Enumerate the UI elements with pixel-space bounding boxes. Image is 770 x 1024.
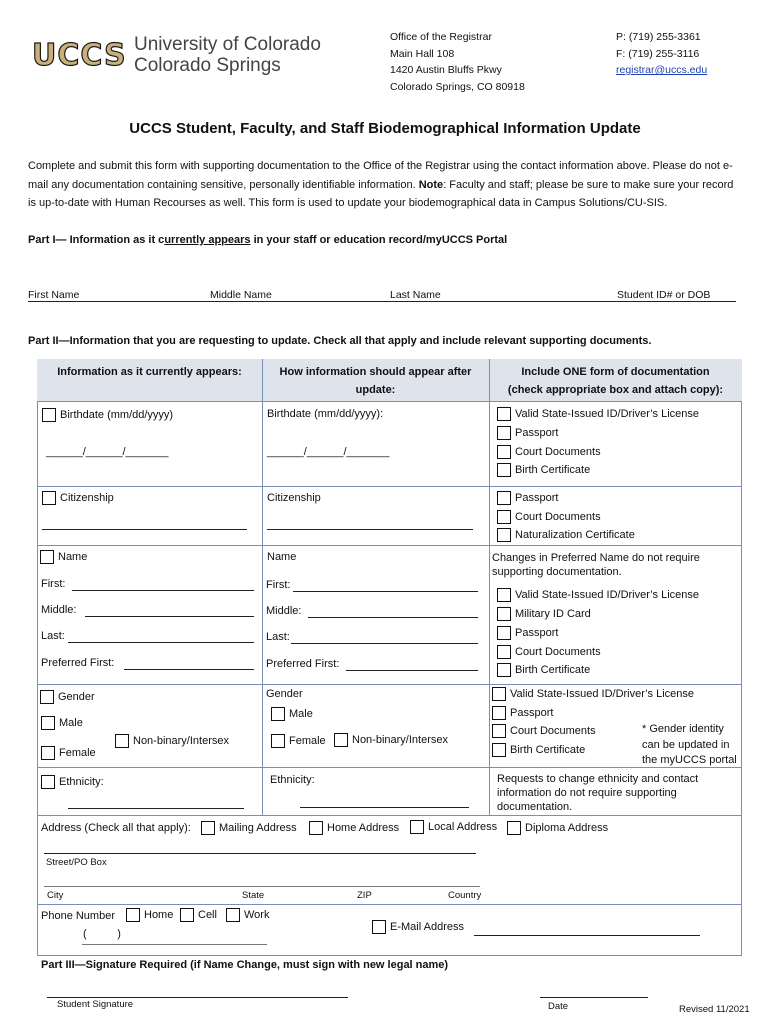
email-option[interactable] (372, 920, 464, 934)
office-line: Office of the Registrar (390, 31, 492, 43)
female-label: Female (289, 735, 326, 747)
ethnicity-note: Requests to change ethnicity and contact information do not require supporting documentation. (497, 773, 699, 813)
col-updated-line1: How information should appear after (279, 366, 472, 378)
part1-suffix: in your staff or education record/myUCCS Portal (250, 234, 508, 246)
gender-new-label: Gender (266, 688, 303, 700)
part1-heading (28, 234, 507, 246)
address-option[interactable] (410, 820, 497, 834)
birthdate-new-label: Birthdate (mm/dd/yyyy): (267, 408, 384, 420)
phone-option[interactable] (180, 908, 217, 922)
doc-checkbox[interactable] (497, 407, 511, 421)
doc-label: Passport (510, 707, 554, 719)
nonbinary-checkbox[interactable] (334, 733, 348, 747)
gender-new-nonbinary-option[interactable] (334, 733, 448, 747)
email-link[interactable]: registrar@uccs.edu (616, 64, 708, 76)
doc-checkbox[interactable] (492, 687, 506, 701)
doc-option[interactable] (497, 426, 558, 440)
address-checkbox[interactable] (309, 821, 323, 835)
address-checkbox[interactable] (201, 821, 215, 835)
citizenship-row-current (42, 491, 114, 505)
ethnicity-new-field[interactable] (300, 807, 469, 808)
street-label: Street/PO Box (46, 857, 107, 868)
doc-checkbox[interactable] (492, 724, 506, 738)
university-name-line2: Colorado Springs (134, 55, 281, 76)
intro-paragraph (28, 157, 740, 213)
birthdate-current-blank[interactable]: ______/______/_______ (46, 446, 169, 458)
doc-checkbox[interactable] (497, 663, 511, 677)
name-row-current (40, 550, 87, 564)
name-new-middle-field[interactable] (308, 617, 478, 618)
doc-option[interactable] (497, 445, 601, 459)
address-option[interactable] (507, 821, 608, 835)
doc-option[interactable] (497, 407, 699, 421)
name-new-first-field[interactable] (293, 591, 478, 592)
citizenship-current-field[interactable] (42, 529, 247, 530)
male-label: Male (59, 717, 83, 729)
name-middle-field[interactable] (85, 616, 254, 617)
birthdate-new-blank[interactable]: ______/______/_______ (267, 446, 390, 458)
name-new-preferred-field[interactable] (346, 670, 478, 671)
name-new-first-label: First: (266, 579, 291, 591)
name-label: Name (58, 551, 88, 563)
office-line: Main Hall 108 (390, 47, 455, 60)
name-last-label: Last: (41, 630, 65, 642)
doc-label: Valid State-Issued ID/Driver’s License (515, 589, 700, 601)
citizenship-label: Citizenship (60, 492, 114, 504)
doc-label: Valid State-Issued ID/Driver’s License (510, 688, 695, 700)
doc-checkbox[interactable] (497, 645, 511, 659)
address-option-label: Local Address (428, 821, 498, 833)
doc-option[interactable] (497, 463, 590, 477)
col-docs (489, 363, 742, 399)
doc-checkbox[interactable] (497, 626, 511, 640)
doc-checkbox[interactable] (497, 607, 511, 621)
part3-heading: Part III—Signature Required (if Name Change, must sign with new legal name) (41, 959, 449, 971)
doc-checkbox[interactable] (497, 528, 511, 542)
gender-identity-note: * Gender identity can be updated in the myUCCS portal (642, 723, 737, 766)
col-updated-line2: update: (355, 384, 396, 396)
doc-checkbox[interactable] (497, 445, 511, 459)
street-field[interactable] (44, 853, 476, 854)
birthdate-checkbox[interactable] (42, 408, 56, 422)
doc-option[interactable] (497, 645, 601, 659)
male-checkbox[interactable] (271, 707, 285, 721)
name-new-middle-label: Middle: (266, 605, 302, 617)
intro-text-2: : Faculty and staff; please be sure to make sure your record is up-to-date with Human Recourses as well. This form is used to update your biodemographical data in Campus Solutions/CU-SIS. (28, 178, 734, 209)
name-new-last-field[interactable] (291, 643, 478, 644)
doc-option[interactable] (497, 491, 558, 505)
address-label: Address (Check all that apply): (41, 822, 191, 834)
zip-label: ZIP (357, 890, 372, 901)
doc-label: Military ID Card (515, 608, 591, 620)
doc-option[interactable] (492, 743, 585, 757)
phone-option-label: Cell (198, 909, 217, 921)
note-label: Note (418, 178, 444, 191)
intro-text: Complete and submit this form with supporting documentation to the Office of the Registrar using the contact information above. Please do not e-mail any documentation containing sensitive, personally identifiable information. (28, 160, 733, 191)
address-option-label: Diploma Address (525, 822, 609, 834)
ethnicity-new-label: Ethnicity: (270, 774, 315, 786)
state-label: State (242, 890, 265, 901)
female-checkbox[interactable] (41, 746, 55, 760)
doc-option[interactable] (492, 706, 553, 720)
student-id-label: Student ID# or DOB (617, 289, 711, 301)
citizenship-new-label: Citizenship (267, 492, 321, 504)
form-title: UCCS Student, Faculty, and Staff Biodemographical Information Update (129, 120, 641, 137)
phone-number: P: (719) 255-3361 (616, 31, 701, 43)
gender-row-current (40, 690, 95, 704)
col-current: Information as it currently appears: (57, 366, 242, 378)
office-address (390, 29, 525, 95)
university-name-line1: University of Colorado (134, 34, 321, 55)
doc-option[interactable] (492, 724, 596, 738)
middle-name-label: Middle Name (210, 289, 272, 301)
phone-option-label: Home (144, 909, 174, 921)
doc-label: Birth Certificate (515, 464, 591, 476)
doc-label: Valid State-Issued ID/Driver’s License (515, 408, 700, 420)
ethnicity-row-current (41, 775, 104, 789)
address-option[interactable] (309, 821, 399, 835)
part1-prefix: Part I— Information as it c (28, 234, 165, 246)
address-option-label: Home Address (327, 822, 400, 834)
nonbinary-checkbox[interactable] (115, 734, 129, 748)
phone-field[interactable] (82, 944, 267, 945)
part1-underline[interactable] (28, 301, 736, 302)
ethnicity-checkbox[interactable] (41, 775, 55, 789)
name-new-preferred-label: Preferred First: (266, 658, 340, 670)
column-divider (262, 359, 263, 815)
university-name (134, 34, 321, 76)
signature-line[interactable] (47, 997, 348, 998)
name-first-field[interactable] (72, 590, 254, 591)
last-name-label: Last Name (390, 289, 441, 301)
name-checkbox[interactable] (40, 550, 54, 564)
doc-option[interactable] (497, 663, 590, 677)
gender-nonbinary-option[interactable] (115, 734, 229, 748)
uccs-logo-mark: UCCS (32, 38, 127, 73)
gender-label: Gender (58, 691, 95, 703)
doc-option[interactable] (497, 528, 635, 542)
doc-label: Court Documents (515, 511, 601, 523)
doc-checkbox[interactable] (492, 706, 506, 720)
date-label: Date (548, 1001, 569, 1012)
female-checkbox[interactable] (271, 734, 285, 748)
row-divider (37, 904, 742, 905)
doc-option[interactable] (497, 588, 699, 602)
part2-heading: Part II—Information that you are requesting to update. Check all that apply and include relevant supporting documents. (28, 335, 652, 347)
address-option[interactable] (201, 821, 297, 835)
citizenship-new-field[interactable] (267, 529, 473, 530)
first-name-label: First Name (28, 289, 80, 301)
doc-option[interactable] (497, 607, 591, 621)
address-checkbox[interactable] (410, 820, 424, 834)
row-divider (37, 815, 742, 816)
doc-label: Court Documents (515, 646, 601, 658)
city-field[interactable] (44, 886, 480, 887)
gender-male-option[interactable] (41, 716, 83, 730)
address-checkbox[interactable] (507, 821, 521, 835)
doc-checkbox[interactable] (497, 588, 511, 602)
phone-option[interactable] (226, 908, 269, 922)
name-preferred-field[interactable] (124, 669, 254, 670)
gender-new-male-option[interactable] (271, 707, 313, 721)
doc-checkbox[interactable] (497, 510, 511, 524)
nonbinary-label: Non-binary/Intersex (133, 735, 229, 747)
address-option-label: Mailing Address (219, 822, 297, 834)
doc-label: Passport (515, 627, 559, 639)
phone-area-code[interactable]: ( ) (83, 928, 121, 940)
male-label: Male (289, 708, 313, 720)
row-divider (37, 545, 742, 546)
citizenship-checkbox[interactable] (42, 491, 56, 505)
phone-checkbox[interactable] (180, 908, 194, 922)
male-checkbox[interactable] (41, 716, 55, 730)
birthdate-row-current (42, 408, 173, 422)
col-docs-line2: (check appropriate box and attach copy): (507, 384, 724, 396)
doc-checkbox[interactable] (497, 491, 511, 505)
name-middle-label: Middle: (41, 604, 77, 616)
name-new-label: Name (267, 551, 297, 563)
doc-option[interactable] (497, 626, 558, 640)
email-label: E-Mail Address (390, 921, 464, 933)
doc-label: Court Documents (510, 725, 596, 737)
doc-label: Passport (515, 427, 559, 439)
col-docs-line1: Include ONE form of documentation (521, 366, 710, 378)
fax-number: F: (719) 255-3116 (616, 47, 700, 60)
birthdate-label: Birthdate (mm/dd/yyyy) (60, 409, 174, 421)
office-line: Colorado Springs, CO 80918 (390, 80, 525, 93)
gender-female-option[interactable] (41, 746, 96, 760)
doc-label: Birth Certificate (510, 744, 586, 756)
doc-label: Naturalization Certificate (515, 529, 635, 541)
signature-label: Student Signature (57, 999, 134, 1010)
part1-underlined: urrently appears (164, 234, 251, 246)
female-label: Female (59, 747, 96, 759)
email-field[interactable] (474, 935, 700, 936)
date-line[interactable] (540, 997, 648, 998)
doc-option[interactable] (497, 510, 601, 524)
revision-label: Revised 11/2021 (679, 1004, 750, 1015)
preferred-name-note: Changes in Preferred Name do not require supporting documentation. (492, 552, 700, 578)
name-last-field[interactable] (68, 642, 254, 643)
ethnicity-current-field[interactable] (68, 808, 244, 809)
phone-checkbox[interactable] (126, 908, 140, 922)
phone-label: Phone Number (41, 910, 115, 922)
row-divider (37, 684, 742, 685)
doc-option[interactable] (492, 687, 694, 701)
office-line: 1420 Austin Bluffs Pkwy (390, 64, 502, 76)
row-divider (37, 486, 742, 487)
column-divider (489, 359, 490, 815)
gender-new-female-option[interactable] (271, 734, 326, 748)
name-first-label: First: (41, 578, 66, 590)
phone-option[interactable] (126, 908, 173, 922)
doc-checkbox[interactable] (497, 463, 511, 477)
doc-checkbox[interactable] (497, 426, 511, 440)
phone-option-label: Work (244, 909, 270, 921)
col-updated (262, 363, 489, 399)
name-new-last-label: Last: (266, 631, 290, 643)
city-label: City (47, 890, 64, 901)
phone-checkbox[interactable] (226, 908, 240, 922)
row-divider (37, 767, 742, 768)
name-preferred-label: Preferred First: (41, 657, 115, 669)
doc-label: Court Documents (515, 446, 601, 458)
country-label: Country (448, 890, 482, 901)
nonbinary-label: Non-binary/Intersex (352, 734, 448, 746)
doc-label: Passport (515, 492, 559, 504)
gender-checkbox[interactable] (40, 690, 54, 704)
doc-label: Birth Certificate (515, 664, 591, 676)
doc-checkbox[interactable] (492, 743, 506, 757)
ethnicity-label: Ethnicity: (59, 776, 104, 788)
office-contact (616, 29, 707, 79)
email-checkbox[interactable] (372, 920, 386, 934)
